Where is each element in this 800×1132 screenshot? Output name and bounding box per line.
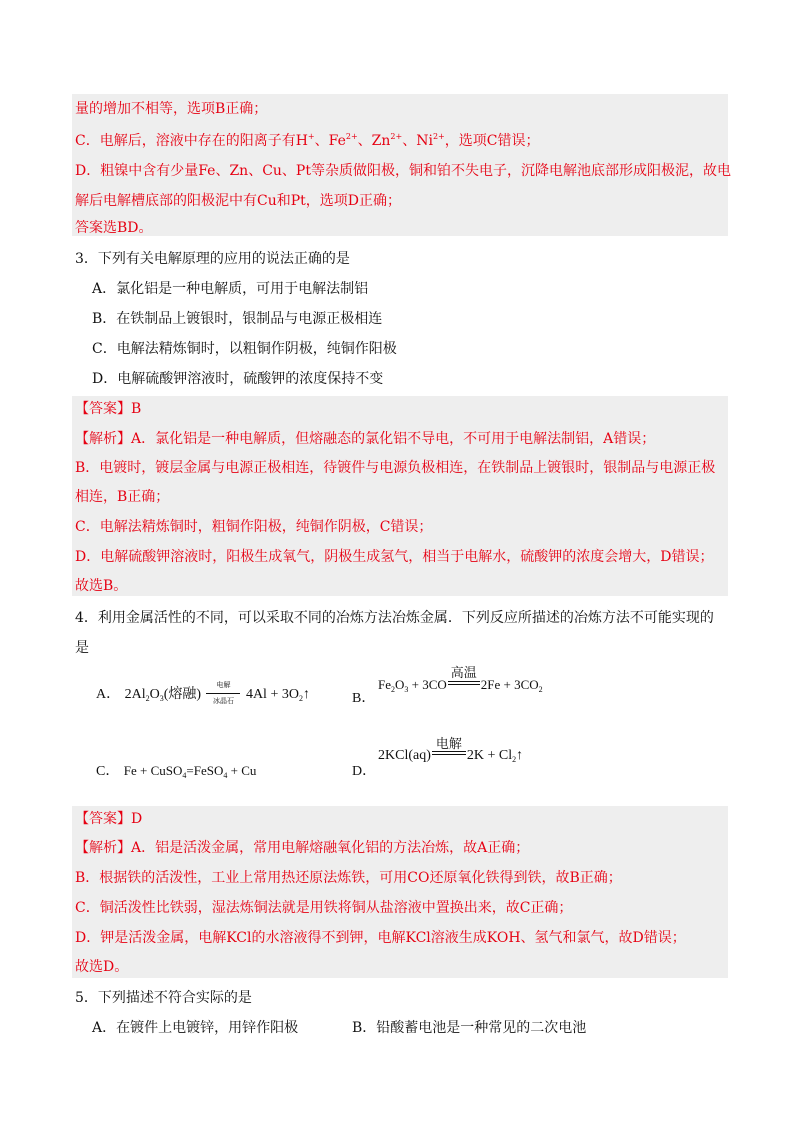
answer-line: C．电解后，溶液中存在的阳离子有H+、$Fe^{2+}$、$Zn^{2+}$、$Ni^{2+}$，选项C错误；: [75, 132, 540, 149]
question-3-option-c: C．电解法精炼铜时，以粗铜作阴极，纯铜作阳极: [92, 341, 397, 357]
question-3-option-b: B．在铁制品上镀银时，银制品与电源正极相连: [92, 311, 383, 327]
answer-line: 解后电解槽底部的阳极泥中有Cu和Pt，选项D正确；: [75, 193, 401, 209]
question-3-stem: 3．下列有关电解原理的应用的说法正确的是: [75, 251, 350, 267]
question-3-analysis-line: 相连，B正确；: [75, 489, 170, 505]
answer-line: D．粗镍中含有少量Fe、Zn、Cu、Pt等杂质做阳极，铜和铂不失电子，沉降电解池底部形成阳极泥，故电: [75, 163, 731, 179]
question-4-option-a: A． $2Al_2O_3$(熔融) 电解 冰晶石 $4Al + 3O_2↑$: [96, 681, 310, 705]
question-4-answer-block: [72, 806, 728, 978]
question-5-option-b: B．铅酸蓄电池是一种常见的二次电池: [352, 1020, 587, 1036]
question-3-option-d: D．电解硫酸钾溶液时，硫酸钾的浓度保持不变: [92, 371, 384, 387]
question-4-stem: 是: [75, 640, 89, 656]
question-4-analysis-line: C．铜活泼性比铁弱，湿法炼铜法就是用铁将铜从盐溶液中置换出来，故C正确；: [75, 900, 573, 916]
question-4-option-c: C． Fe + CuSO$_4$=FeSO$_4$ + Cu: [96, 763, 257, 780]
question-3-option-a: A．氯化铝是一种电解质，可用于电解法制铝: [92, 281, 369, 297]
question-3-analysis-line: C．电解法精炼铜时，粗铜作阳极，纯铜作阴极，C错误；: [75, 519, 433, 535]
question-4-stem: 4．利用金属活性的不同，可以采取不同的冶炼方法冶炼金属．下列反应所描述的冶炼方法不可能实现的: [75, 610, 714, 626]
document-page: 量的增加不相等，选项B正确； C．电解后，溶液中存在的阳离子有H+、$Fe^{2+}$、$Zn^{2+}$、$Ni^{2+}$，选项C错误； D．粗镍中含有少量Fe、Zn、Cu、Pt等杂质做阳极，铜和铂不失电子，沉降电解池底部形成阳极泥，故电 解后电解槽底部的阳极泥中有Cu和Pt，选项D正确； 答案选BD。 3．下列有关电解原理的应用的说法正确的是 A．氯化铝是一种电解质，可用于电解法制铝 B．在铁制品上镀银时，银制品与电源正极相连 C．电解法精炼铜时，以粗铜作阴极，纯铜作阳极 D．电解硫酸钾溶液时，硫酸钾的浓度保持不变 【答案】B 【解析】A．氯化铝是一种电解质，但熔融态的氯化铝不导电，不可用于电解法制铝，A错误； B．电镀时，镀层金属与电源正极相连，待镀件与电源负极相连，在铁制品上镀银时，银制品与电源正极 相连，B正确； C．电解法精炼铜时，粗铜作阳极，纯铜作阴极，C错误； D．电解硫酸钾溶液时，阳极生成氧气，阴极生成氢气，相当于电解水，硫酸钾的浓度会增大，D错误； 故选B。 4．利用金属活性的不同，可以采取不同的冶炼方法冶炼金属．下列反应所描述的冶炼方法不可能实现的 是 A． $2Al_2O_3$(熔融) 电解 冰晶石 $4Al + 3O_2↑$ B． $Fe_2O_3 + 3CO$ 高温 $2Fe + 3CO_2$ C． Fe + CuSO$_4$=FeSO$_4$ + Cu D． 2KCl(aq) 电解 $2K + Cl_2↑$ 【答案】D 【解析】A．铝是活泼金属，常用电解熔融氧化铝的方法冶炼，故A正确； B．根据铁的活泼性，工业上常用热还原法炼铁，可用CO还原氧化铁得到铁，故B正确； C．铜活泼性比铁弱，湿法炼铜法就是用铁将铜从盐溶液中置换出来，故C正确； D．钾是活泼金属，电解KCl的水溶液得不到钾，电解KCl溶液生成KOH、氢气和氯气，故D错误； 故选D。 5．下列描述不符合实际的是 A．在镀件上电镀锌，用锌作阳极 B．铅酸蓄电池是一种常见的二次电池: [0, 0, 800, 1132]
question-5-stem: 5．下列描述不符合实际的是: [75, 990, 252, 1006]
answer-line: 量的增加不相等，选项B正确；: [75, 101, 268, 117]
question-3-analysis-line: 【解析】A．氯化铝是一种电解质，但熔融态的氯化铝不导电，不可用于电解法制铝，A错误；: [75, 431, 656, 447]
question-4-analysis-line: 【解析】A．铝是活泼金属，常用电解熔融氧化铝的方法冶炼，故A正确；: [75, 840, 530, 856]
question-3-analysis-line: D．电解硫酸钾溶液时，阳极生成氧气，阴极生成氢气，相当于电解水，硫酸钾的浓度会增大，D错误；: [75, 549, 714, 565]
question-4-analysis-line: B．根据铁的活泼性，工业上常用热还原法炼铁，可用CO还原氧化铁得到铁，故B正确；: [75, 870, 622, 886]
question-3-analysis-line: B．电镀时，镀层金属与电源正极相连，待镀件与电源负极相连，在铁制品上镀银时，银制品与电源正极: [75, 460, 716, 476]
answer-line: 答案选BD。: [75, 220, 153, 236]
question-3-analysis-line: 故选B。: [75, 578, 128, 594]
question-3-answer: 【答案】B: [75, 401, 142, 417]
question-4-answer: 【答案】D: [75, 811, 143, 827]
question-4-analysis-line: 故选D。: [75, 959, 129, 975]
question-4-analysis-line: D．钾是活泼金属，电解KCl的水溶液得不到钾，电解KCl溶液生成KOH、氢气和氯气，故D错误；: [75, 930, 686, 946]
question-5-option-a: A．在镀件上电镀锌，用锌作阳极: [92, 1020, 299, 1036]
